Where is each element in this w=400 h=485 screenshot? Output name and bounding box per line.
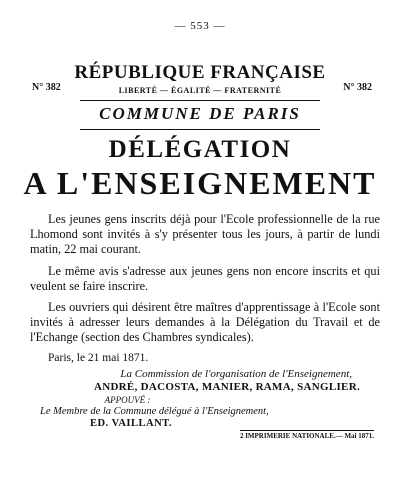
heading-delegation: DÉLÉGATION [108,136,292,163]
bottom-divider [80,129,320,130]
heading-enseignement: A L'ENSEIGNEMENT [23,165,377,201]
dateline: Paris, le 21 mai 1871. [48,352,149,364]
commission-title: La Commission de l'organisation de l'Enseignement, [120,368,352,380]
poster-number-right: N° 382 [343,82,372,93]
body-paragraph-2: Le même avis s'adresse aux jeunes gens non encore inscrits et qui veulent se faire inscrire. [30,264,380,293]
member-title: Le Membre de la Commune délégué à l'Enseignement, [40,406,269,417]
body-paragraph-1: Les jeunes gens inscrits déjà pour l'Ecole professionnelle de la rue Lhomond sont invités à s'y présenter tous les jours, à partir de lundi matin, 22 mai courant. [30,212,380,256]
page-number: — 553 — [174,20,226,32]
printer-line: 2 IMPRIMERIE NATIONALE.— Mai 1871. [239,432,374,440]
top-divider [80,100,320,101]
poster-number-left: N° 382 [32,82,61,93]
approved-label: APPOUVÉ : [104,395,151,405]
republic-title: RÉPUBLIQUE FRANÇAISE [74,62,326,83]
member-name: ED. VAILLANT. [89,418,173,429]
body-paragraph-3: Les ouvriers qui désirent être maîtres d'apprentissage à l'Ecole sont invités à adresser leurs demandes à la Délégation du Travail et de l'Echange (section des Chambres syndicales). [30,300,380,344]
commune-title: COMMUNE DE PARIS [99,104,301,123]
motto: LIBERTÉ — ÉGALITÉ — FRATERNITÉ [118,86,282,95]
signatories: ANDRÉ, DACOSTA, MANIER, RAMA, SANGLIER. [93,381,360,393]
